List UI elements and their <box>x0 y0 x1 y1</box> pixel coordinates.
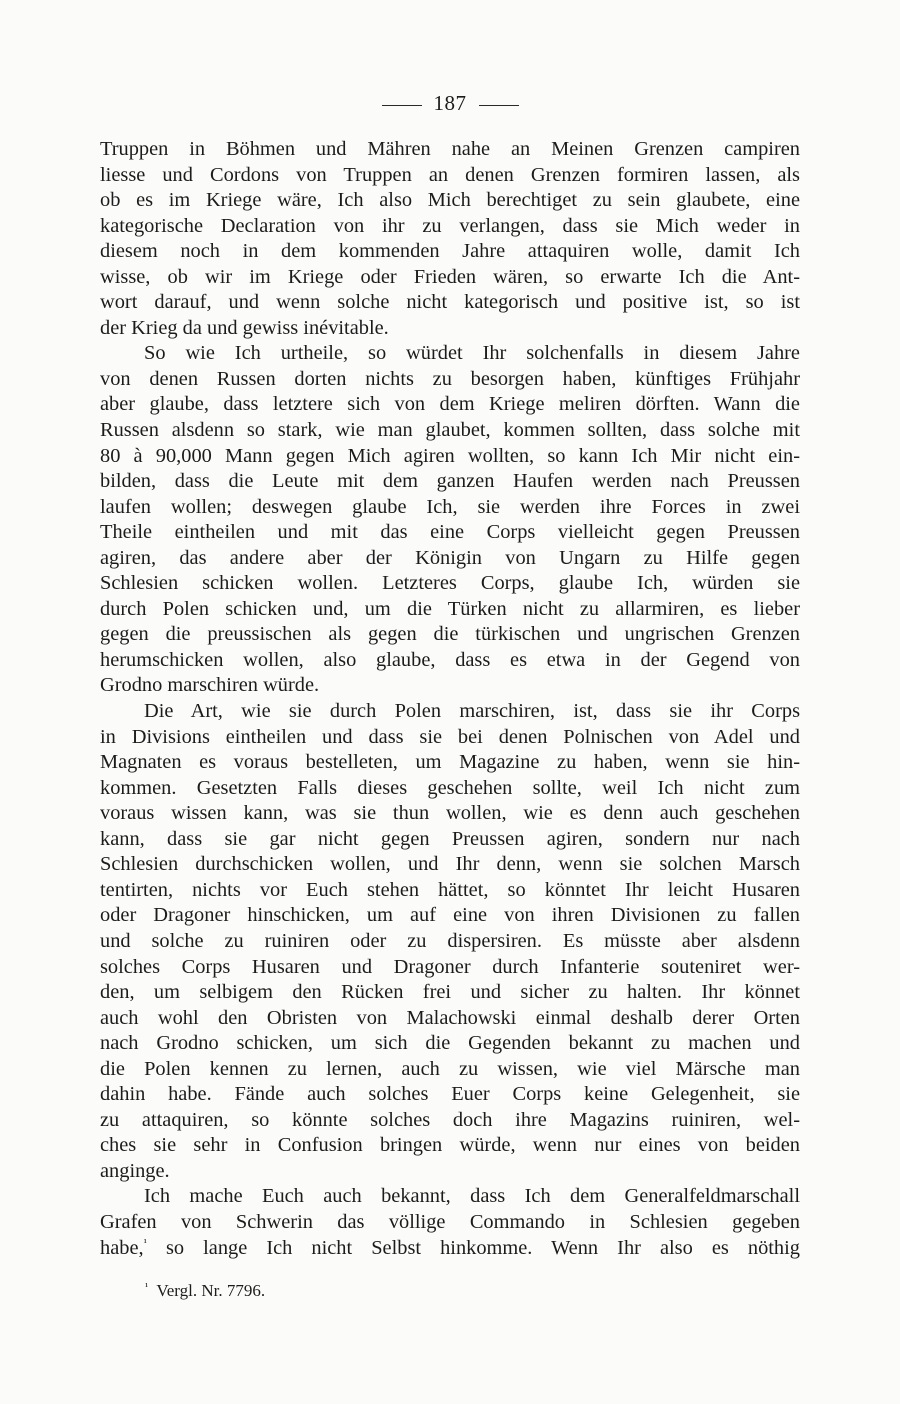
footnote-text: Vergl. Nr. 7796. <box>156 1281 266 1300</box>
text-segment: so lange Ich nicht Selbst hinkomme. Wenn Ihr also es nöthig <box>165 1236 800 1259</box>
text-line: 80 à 90,000 Mann gegen Mich agiren wollten, so kann Ich Mir nicht ein- <box>100 444 800 467</box>
text-line: So wie Ich urtheile, so würdet Ihr solchenfalls in diesem Jahre <box>144 342 800 365</box>
page-header <box>0 88 900 118</box>
text-line: anginge. <box>100 1159 170 1182</box>
text-line: und solche zu ruiniren oder zu dispersiren. Es müsste aber alsdenn <box>100 929 800 952</box>
text-line: solches Corps Husaren und Dragoner durch Infanterie souteniret wer- <box>100 955 800 978</box>
text-line: Theile eintheilen und mit das eine Corps vielleicht gegen Preussen <box>100 521 800 544</box>
header-dash-right <box>479 105 519 106</box>
text-line: durch Polen schicken und, um die Türken nicht zu allarmiren, es lieber <box>100 597 800 620</box>
text-line: Grodno marschiren würde. <box>100 674 320 697</box>
text-line: diesem noch in dem kommenden Jahre attaquiren wolle, damit Ich <box>100 240 800 263</box>
text-line: kommen. Gesetzten Falls dieses geschehen sollte, weil Ich nicht zum <box>100 776 800 799</box>
text-line: gegen die preussischen als gegen die türkischen und ungrischen Grenzen <box>100 623 800 646</box>
paragraph <box>100 699 800 1184</box>
paragraph <box>100 341 800 699</box>
body-text <box>100 137 800 1261</box>
text-line: Truppen in Böhmen und Mähren nahe an Meinen Grenzen campiren <box>100 138 800 160</box>
header-dash-left <box>382 105 422 106</box>
text-line: Schlesien schicken wollen. Letzteres Corps, glaube Ich, würden sie <box>100 572 800 595</box>
text-line: laufen wollen; deswegen glaube Ich, sie werden ihre Forces in zwei <box>100 495 800 518</box>
text-line: kann, dass sie gar nicht gegen Preussen agiren, sondern nur nach <box>100 827 800 850</box>
footnote-reference[interactable]: ¹ <box>143 1236 147 1249</box>
paragraph <box>100 1184 800 1261</box>
text-line: in Divisions eintheilen und dass sie bei denen Polnischen von Adel und <box>100 725 800 748</box>
paragraph <box>100 137 800 341</box>
text-line: zu attaquiren, so könnte solches doch ihre Magazins ruiniren, wel- <box>100 1108 800 1131</box>
text-line: voraus wissen kann, was sie thun wollen, wie es denn auch geschehen <box>100 802 800 825</box>
text-line: bilden, dass die Leute mit dem ganzen Haufen werden nach Preussen <box>100 470 800 493</box>
text-line: den, um selbigem den Rücken frei und sicher zu halten. Ihr könnet <box>100 981 800 1004</box>
text-line: kategorische Declaration von ihr zu verlangen, dass sie Mich weder in <box>100 214 800 237</box>
text-line: Russen alsdenn so stark, wie man glaubet, kommen sollten, dass solche mit <box>100 419 800 442</box>
text-line: aber glaube, dass letztere sich von dem Kriege meliren dörften. Wann die <box>100 393 800 416</box>
text-line: Magnaten es voraus bestelleten, um Magazine zu haben, wenn sie hin- <box>100 751 800 774</box>
text-line: herumschicken wollen, also glaube, dass es etwa in der Gegend von <box>100 648 800 671</box>
footnote <box>145 1275 265 1303</box>
text-line: von denen Russen dorten nichts zu besorgen haben, künftiges Frühjahr <box>100 367 800 390</box>
text-line: agiren, das andere aber der Königin von Ungarn zu Hilfe gegen <box>100 546 800 569</box>
text-line: liesse und Cordons von Truppen an denen Grenzen formiren lassen, als <box>100 163 800 186</box>
text-line: die Polen kennen zu lernen, auch zu wissen, wie viel Märsche man <box>100 1057 800 1080</box>
text-line: Schlesien durchschicken wollen, und Ihr denn, wenn sie solchen Marsch <box>100 853 800 876</box>
text-line: tentirten, nichts vor Euch stehen hättet, so könntet Ihr leicht Husaren <box>100 878 800 901</box>
text-line: oder Dragoner hinschicken, um auf eine von ihren Divisionen zu fallen <box>100 904 800 927</box>
text-line: auch wohl den Obristen von Malachowski einmal deshalb derer Orten <box>100 1006 800 1029</box>
text-line: wisse, ob wir im Kriege oder Frieden wären, so erwarte Ich die Ant- <box>100 265 800 288</box>
page-number: 187 <box>433 91 467 115</box>
text-line: Grafen von Schwerin das völlige Commando in Schlesien gegeben <box>100 1210 800 1233</box>
footnote-marker: ¹ <box>145 1281 149 1293</box>
text-line: Die Art, wie sie durch Polen marschiren, ist, dass sie ihr Corps <box>144 700 800 723</box>
text-line: wort darauf, und wenn solche nicht kategorisch und positive ist, so ist <box>100 291 800 314</box>
text-line: Ich mache Euch auch bekannt, dass Ich dem Generalfeldmarschall <box>144 1185 800 1208</box>
text-line: ob es im Kriege wäre, Ich also Mich berechtiget zu sein glaubete, eine <box>100 189 800 212</box>
text-line: der Krieg da und gewiss inévitable. <box>100 316 389 339</box>
text-line: ches sie sehr in Confusion bringen würde, wenn nur eines von beiden <box>100 1134 800 1157</box>
text-line: nach Grodno schicken, um sich die Gegenden bekannt zu machen und <box>100 1032 800 1055</box>
text-segment: habe, <box>100 1236 144 1259</box>
text-line: dahin habe. Fände auch solches Euer Corps keine Gelegenheit, sie <box>100 1083 800 1106</box>
text-line-with-footnote <box>100 1236 800 1262</box>
